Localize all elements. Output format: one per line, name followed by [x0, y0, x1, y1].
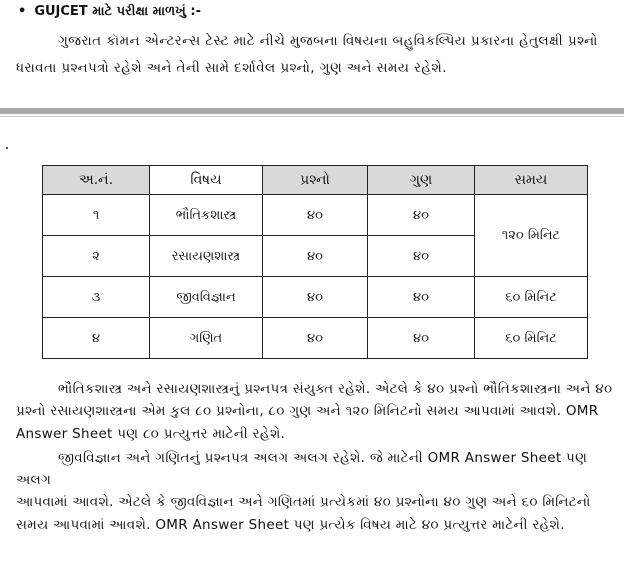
intro-paragraph — [16, 28, 616, 82]
intro-line: ધરાવતા પ્રશ્નપત્રો રહેશે અને તેની સામે દર્શાવેલ પ્રશ્નો, ગુણ અને સમય રહેશે. — [16, 60, 447, 76]
cell-marks: ૪૦ — [368, 236, 475, 277]
table-row — [43, 277, 588, 318]
table-row — [43, 318, 588, 359]
cell-serial: ૪ — [43, 318, 150, 359]
cell-subject: ભૌતિકશાસ્ત્ર — [150, 195, 263, 236]
header-questions: પ્રશ્નો — [263, 166, 368, 195]
table-header-row — [43, 166, 588, 195]
cell-time-merged: ૧૨૦ મિનિટ — [475, 195, 588, 277]
cell-questions: ૪૦ — [263, 195, 368, 236]
cell-questions: ૪૦ — [263, 318, 368, 359]
cell-questions: ૪૦ — [263, 236, 368, 277]
paragraph-line: Answer Sheet પણ ૮૦ પ્રત્યુત્તર માટેની રહેશે. — [16, 425, 286, 442]
header-subject: વિષય — [150, 166, 263, 195]
paragraph-separate-papers — [16, 447, 616, 536]
section-divider-thin — [0, 116, 624, 117]
section-divider — [0, 108, 624, 114]
section-heading — [18, 4, 201, 19]
paragraph-line: આપવામાં આવશે. એટલે કે જીવવિજ્ઞાન અને ગણિતમાં પ્રત્યેકમાં ૪૦ પ્રશ્નોના ૪૦ ગુણ અને ૬૦ મિનિટનો — [16, 494, 591, 511]
paragraph-combined-paper — [16, 378, 616, 445]
stray-dot — [6, 147, 8, 149]
cell-time: ૬૦ મિનિટ — [475, 318, 588, 359]
explanation-text — [16, 378, 616, 536]
table-row — [43, 195, 588, 236]
paragraph-line: ભૌતિકશાસ્ત્ર અને રસાયણશાસ્ત્રનું પ્રશ્નપત્ર સંયુક્ત રહેશે. એટલે કે ૪૦ પ્રશ્નો ભૌતિકશાસ્ત્રના અને ૪૦ — [58, 381, 613, 397]
cell-marks: ૪૦ — [368, 277, 475, 318]
header-serial: અ.નં. — [43, 166, 150, 195]
paragraph-line: પ્રશ્નો રસાયણશાસ્ત્રના એમ કુલ ૮૦ પ્રશ્નોના, ૮૦ ગુણ અને ૧૨૦ મિનિટનો સમય આપવામાં આવશે. OMR — [16, 403, 599, 420]
cell-marks: ૪૦ — [368, 195, 475, 236]
paragraph-line: જીવવિજ્ઞાન અને ગણિતનું પ્રશ્નપત્ર અલગ અલગ રહેશે. જે માટેની OMR Answer Sheet પણ અલગ — [16, 449, 588, 489]
heading-text: GUJCET માટે પરીક્ષા માળખું :- — [34, 4, 201, 19]
header-marks: ગુણ — [368, 166, 475, 195]
cell-serial: ૩ — [43, 277, 150, 318]
cell-serial: ૨ — [43, 236, 150, 277]
intro-line: ગુજરાત કૉમન એન્ટરન્સ ટેસ્ટ માટે નીચે મુજબના વિષયના બહુવિકલ્પિય પ્રકારના હેતુલક્ષી પ્રશ્નો — [58, 33, 598, 49]
cell-serial: ૧ — [43, 195, 150, 236]
paragraph-line: સમય આપવામાં આવશે. OMR Answer Sheet પણ પ્રત્યેક વિષય માટે ૪૦ પ્રત્યુત્તર માટેની રહેશે. — [16, 516, 565, 533]
bullet-icon: • — [18, 4, 27, 19]
cell-subject: ગણિત — [150, 318, 263, 359]
cell-marks: ૪૦ — [368, 318, 475, 359]
cell-subject: રસાયણશાસ્ત્ર — [150, 236, 263, 277]
cell-time: ૬૦ મિનિટ — [475, 277, 588, 318]
cell-questions: ૪૦ — [263, 277, 368, 318]
exam-structure-table — [42, 165, 588, 359]
header-time: સમય — [475, 166, 588, 195]
cell-subject: જીવવિજ્ઞાન — [150, 277, 263, 318]
